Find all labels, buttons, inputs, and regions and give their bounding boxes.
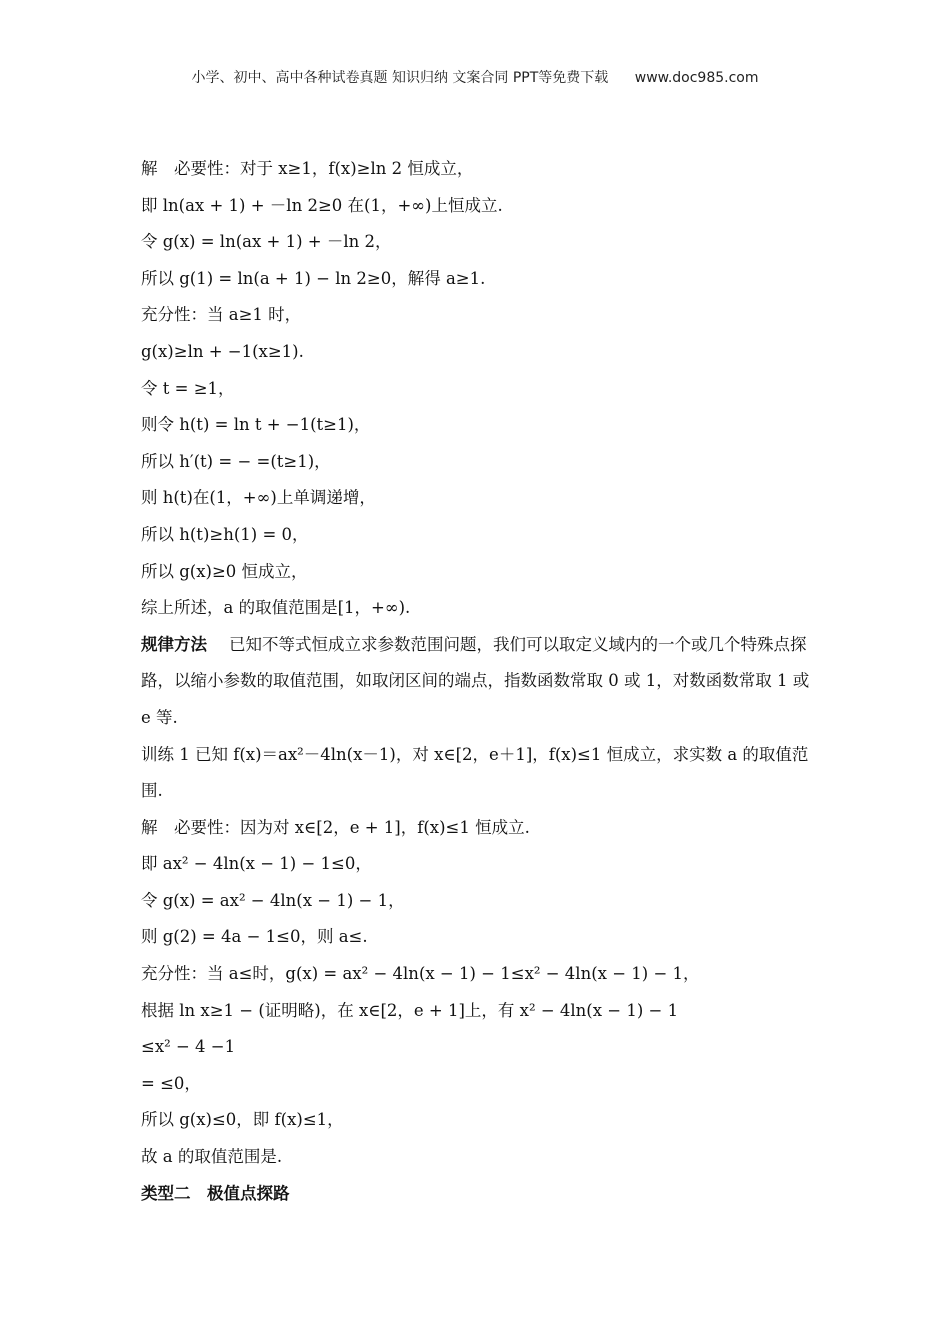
exercise-line-1: 解 必要性：因为对 x∈[2，e + 1]，f(x)≤1 恒成立. [141,817,530,837]
solution-line-8: 则令 h(t) = ln t + −1(t≥1)， [141,415,371,435]
exercise-line-9: 所以 g(x)≤0，即 f(x)≤1， [141,1110,344,1130]
exercise-line-3: 令 g(x) = ax² − 4ln(x − 1) − 1， [141,890,405,910]
solution-line-9: 所以 h′(t) = − =(t≥1)， [141,451,331,471]
exercise-line-8: = ≤0， [141,1073,201,1093]
solution-line-10: 则 h(t)在(1，+∞)上单调递增， [141,488,376,508]
exercise-line-10: 故 a 的取值范围是. [141,1147,283,1167]
exercise-line-7: ≤x² − 4 −1 [141,1037,236,1057]
exercise-paragraph [141,737,816,810]
solution-line-11: 所以 h(t)≥h(1) = 0， [141,524,309,544]
header-site: www.doc985.com [634,70,759,86]
solution-line-7: 令 t = ≥1， [141,378,235,398]
solution-line-3: 令 g(x) = ln(ax + 1) + －ln 2， [141,232,392,252]
solution-line-6: g(x)≥ln + −1(x≥1). [141,341,304,361]
section-title: 类型二 极值点探路 [141,1183,290,1203]
exercise-line-4: 则 g(2) = 4a − 1≤0，则 a≤. [141,927,368,947]
document-body [141,151,816,1212]
solution-line-1: 解 必要性：对于 x≥1，f(x)≥ln 2 恒成立， [141,159,474,178]
solution-line-13: 综上所述，a 的取值范围是[1，+∞). [141,598,411,618]
exercise-line-5: 充分性：当 a≤时，g(x) = ax² − 4ln(x − 1) − 1≤x² − 4ln(x − 1) − 1， [141,964,700,984]
method-label: 规律方法 [141,634,207,654]
solution-line-12: 所以 g(x)≥0 恒成立， [141,561,308,581]
exercise-line-6: 根据 ln x≥1 − (证明略)，在 x∈[2，e + 1]上，有 x² − 4ln(x − 1) − 1 [141,1000,679,1020]
exercise-line-2: 即 ax² − 4ln(x − 1) − 1≤0， [141,854,372,874]
solution-line-4: 所以 g(1) = ln(a + 1) − ln 2≥0，解得 a≥1. [141,268,486,288]
solution-line-2: 即 ln(ax + 1) + －ln 2≥0 在(1，+∞)上恒成立. [141,195,503,215]
page-header [0,67,950,87]
solution-line-5: 充分性：当 a≥1 时， [141,305,302,325]
exercise-text: 训练 1 已知 f(x)＝ax²－4ln(x－1)，对 x∈[2，e＋1]，f(x)≤1 恒成立，求实数 a 的取值范围. [141,744,809,801]
header-text: 小学、初中、高中各种试卷真题 知识归纳 文案合同 PPT等免费下载 [191,70,609,86]
method-text: 已知不等式恒成立求参数范围问题，我们可以取定义域内的一个或几个特殊点探路，以缩小参数的取值范围，如取闭区间的端点，指数函数常取 0 或 1，对数函数常取 1 或 e 等. [141,634,810,727]
method-paragraph [141,627,816,737]
